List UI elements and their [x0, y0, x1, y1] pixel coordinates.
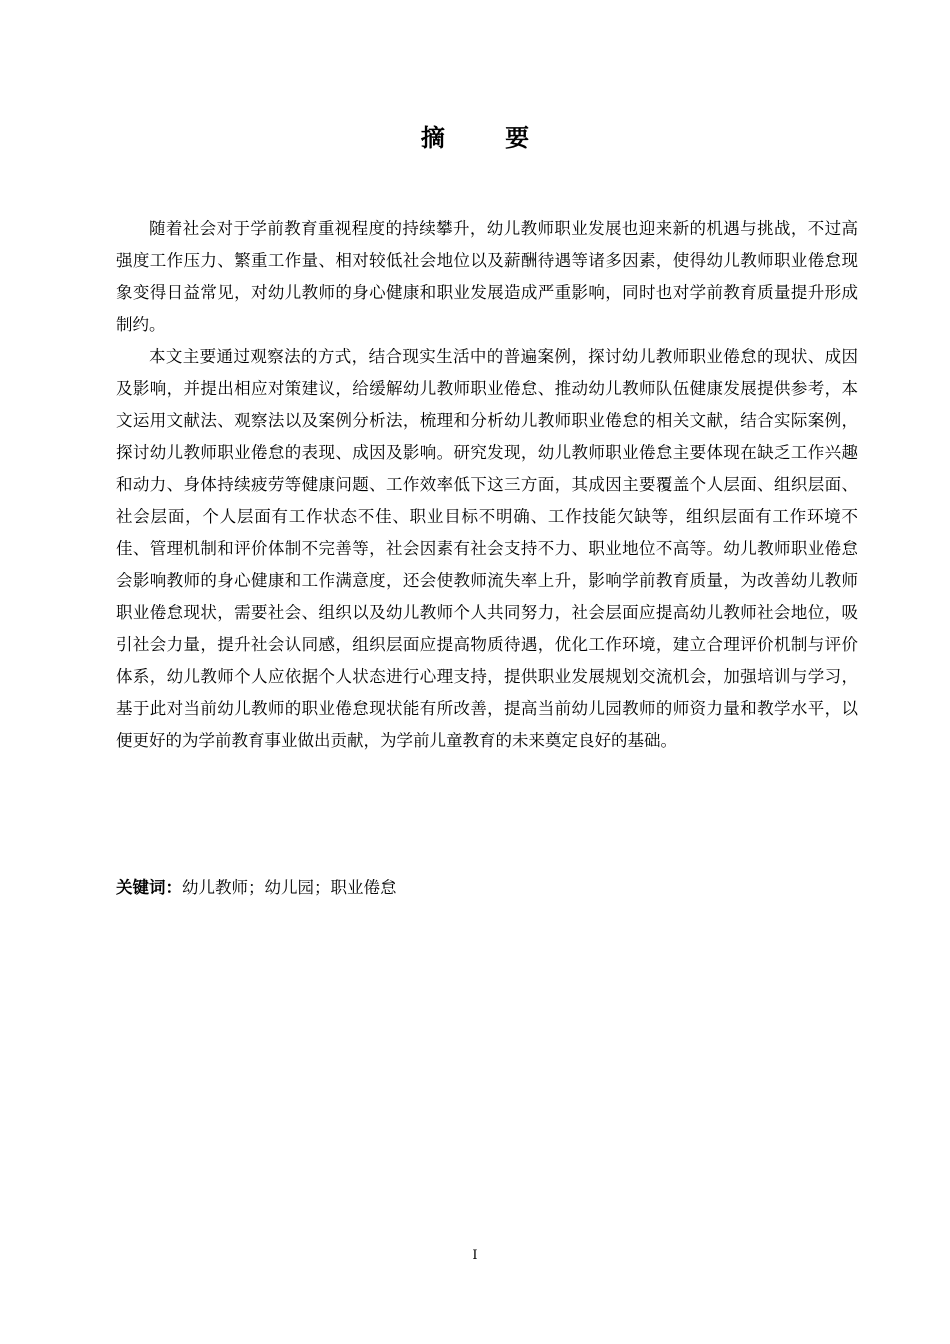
abstract-body [116, 213, 858, 757]
page-number: I [472, 1248, 478, 1263]
abstract-paragraph-1: 随着社会对于学前教育重视程度的持续攀升，幼儿教师职业发展也迎来新的机遇与挑战，不过高强度工作压力、繁重工作量、相对较低社会地位以及薪酬待遇等诸多因素，使得幼儿教师职业倦怠现象变得日益常见，对幼儿教师的身心健康和职业发展造成严重影响，同时也对学前教育质量提升形成制约。 [116, 219, 858, 334]
keywords-line [116, 872, 858, 904]
keywords-label: 关键词： [116, 878, 182, 897]
abstract-paragraph-2: 本文主要通过观察法的方式，结合现实生活中的普遍案例，探讨幼儿教师职业倦怠的现状、成因及影响，并提出相应对策建议，给缓解幼儿教师职业倦怠、推动幼儿教师队伍健康发展提供参考，本文运用文献法、观察法以及案例分析法，梳理和分析幼儿教师职业倦怠的相关文献，结合实际案例，探讨幼儿教师职业倦怠的表现、成因及影响。研究发现，幼儿教师职业倦怠主要体现在缺乏工作兴趣和动力、身体持续疲劳等健康问题、工作效率低下这三方面，其成因主要覆盖个人层面、组织层面、社会层面，个人层面有工作状态不佳、职业目标不明确、工作技能欠缺等，组织层面有工作环境不佳、管理机制和评价体制不完善等，社会因素有社会支持不力、职业地位不高等。幼儿教师职业倦怠会影响教师的身心健康和工作满意度，还会使教师流失率上升，影响学前教育质量，为改善幼儿教师职业倦怠现状，需要社会、组织以及幼儿教师个人共同努力，社会层面应提高幼儿教师社会地位，吸引社会力量，提升社会认同感，组织层面应提高物质待遇，优化工作环境，建立合理评价机制与评价体系，幼儿教师个人应依据个人状态进行心理支持，提供职业发展规划交流机会，加强培训与学习，基于此对当前幼儿教师的职业倦怠现状能有所改善，提高当前幼儿园教师的师资力量和教学水平，以便更好的为学前教育事业做出贡献，为学前儿童教育的未来奠定良好的基础。 [116, 347, 858, 750]
abstract-title: 摘 要 [420, 124, 556, 152]
keywords-values: 幼儿教师；幼儿园；职业倦怠 [182, 878, 397, 897]
